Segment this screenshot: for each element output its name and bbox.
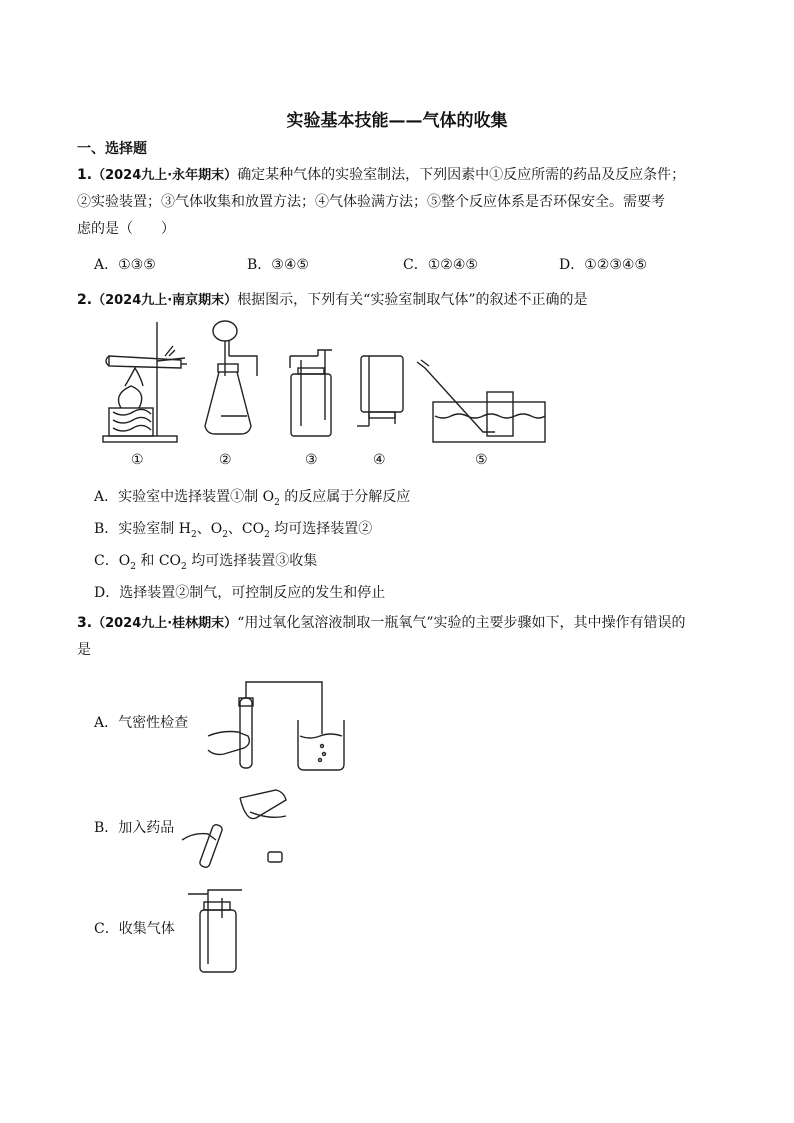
apparatus-1-icon	[103, 322, 187, 442]
question-number: 1.	[77, 167, 93, 183]
q2-option-c[interactable]: C．$O_2$ 和 $CO_2$ 均可选择装置③收集	[94, 553, 318, 572]
question-source: （2024九上·南京期末）	[92, 293, 238, 308]
apparatus-2-icon	[205, 321, 257, 434]
question-1-line-1	[77, 162, 717, 189]
question-1-options	[94, 254, 734, 274]
airtightness-icon	[206, 676, 346, 772]
apparatus-label-1: ①	[131, 452, 144, 468]
section-heading: 一、选择题	[77, 141, 147, 157]
adding-reagent-figure	[180, 784, 305, 872]
option-c[interactable]: C．①②④⑤	[403, 257, 478, 273]
apparatus-4-icon	[357, 356, 403, 426]
q3-option-a[interactable]: A．气密性检查	[94, 715, 189, 731]
q2-option-a[interactable]: A．实验室中选择装置①制 $O_2$ 的反应属于分解反应	[94, 489, 411, 508]
apparatus-5-icon	[417, 360, 545, 442]
question-text: 根据图示，下列有关“实验室制取气体”的叙述不正确的是	[237, 292, 588, 308]
question-number: 2.	[77, 292, 93, 308]
page-title: 实验基本技能——气体的收集	[286, 111, 508, 131]
q3-option-c[interactable]: C．收集气体	[94, 921, 175, 937]
question-1-line-3: 虑的是（ ）	[77, 221, 175, 237]
question-1-line-2: ②实验装置；③气体收集和放置方法；④气体验满方法；⑤整个反应体系是否环保安全。需要考	[77, 194, 665, 210]
question-source: （2024九上·桂林期末）	[92, 616, 238, 631]
question-3	[77, 610, 717, 664]
option-a[interactable]: A．①③⑤	[94, 257, 156, 273]
question-2	[77, 287, 717, 314]
apparatus-label-2: ②	[219, 452, 232, 468]
question-1	[77, 162, 717, 243]
question-3-line-1	[77, 610, 717, 637]
apparatus-label-3: ③	[305, 452, 318, 468]
airtightness-check-figure	[206, 676, 346, 772]
apparatus-label-4: ④	[373, 452, 386, 468]
question-source: （2024九上·永年期末）	[92, 168, 238, 183]
q3-option-b[interactable]: B．加入药品	[94, 820, 175, 836]
gas-bottle-icon	[186, 888, 248, 974]
apparatus-figure	[95, 316, 555, 476]
q2-option-b[interactable]: B．实验室制 $H_2$、$O_2$、$CO_2$ 均可选择装置②	[94, 521, 373, 540]
question-text: 确定某种气体的实验室制法，下列因素中①反应所需的药品及反应条件；	[237, 167, 686, 183]
option-d[interactable]: D．①②③④⑤	[559, 257, 647, 273]
apparatus-label-5: ⑤	[475, 452, 488, 468]
question-number: 3.	[77, 615, 93, 631]
collecting-gas-figure	[186, 888, 248, 974]
q2-option-d[interactable]: D．选择装置②制气，可控制反应的发生和停止	[94, 585, 386, 601]
question-3-line-2: 是	[77, 642, 91, 658]
apparatus-3-icon	[290, 350, 332, 436]
question-text: “用过氧化氢溶液制取一瓶氧气”实验的主要步骤如下，其中操作有错误的	[237, 615, 686, 631]
option-b[interactable]: B．③④⑤	[247, 257, 309, 273]
adding-reagent-icon	[180, 784, 305, 872]
